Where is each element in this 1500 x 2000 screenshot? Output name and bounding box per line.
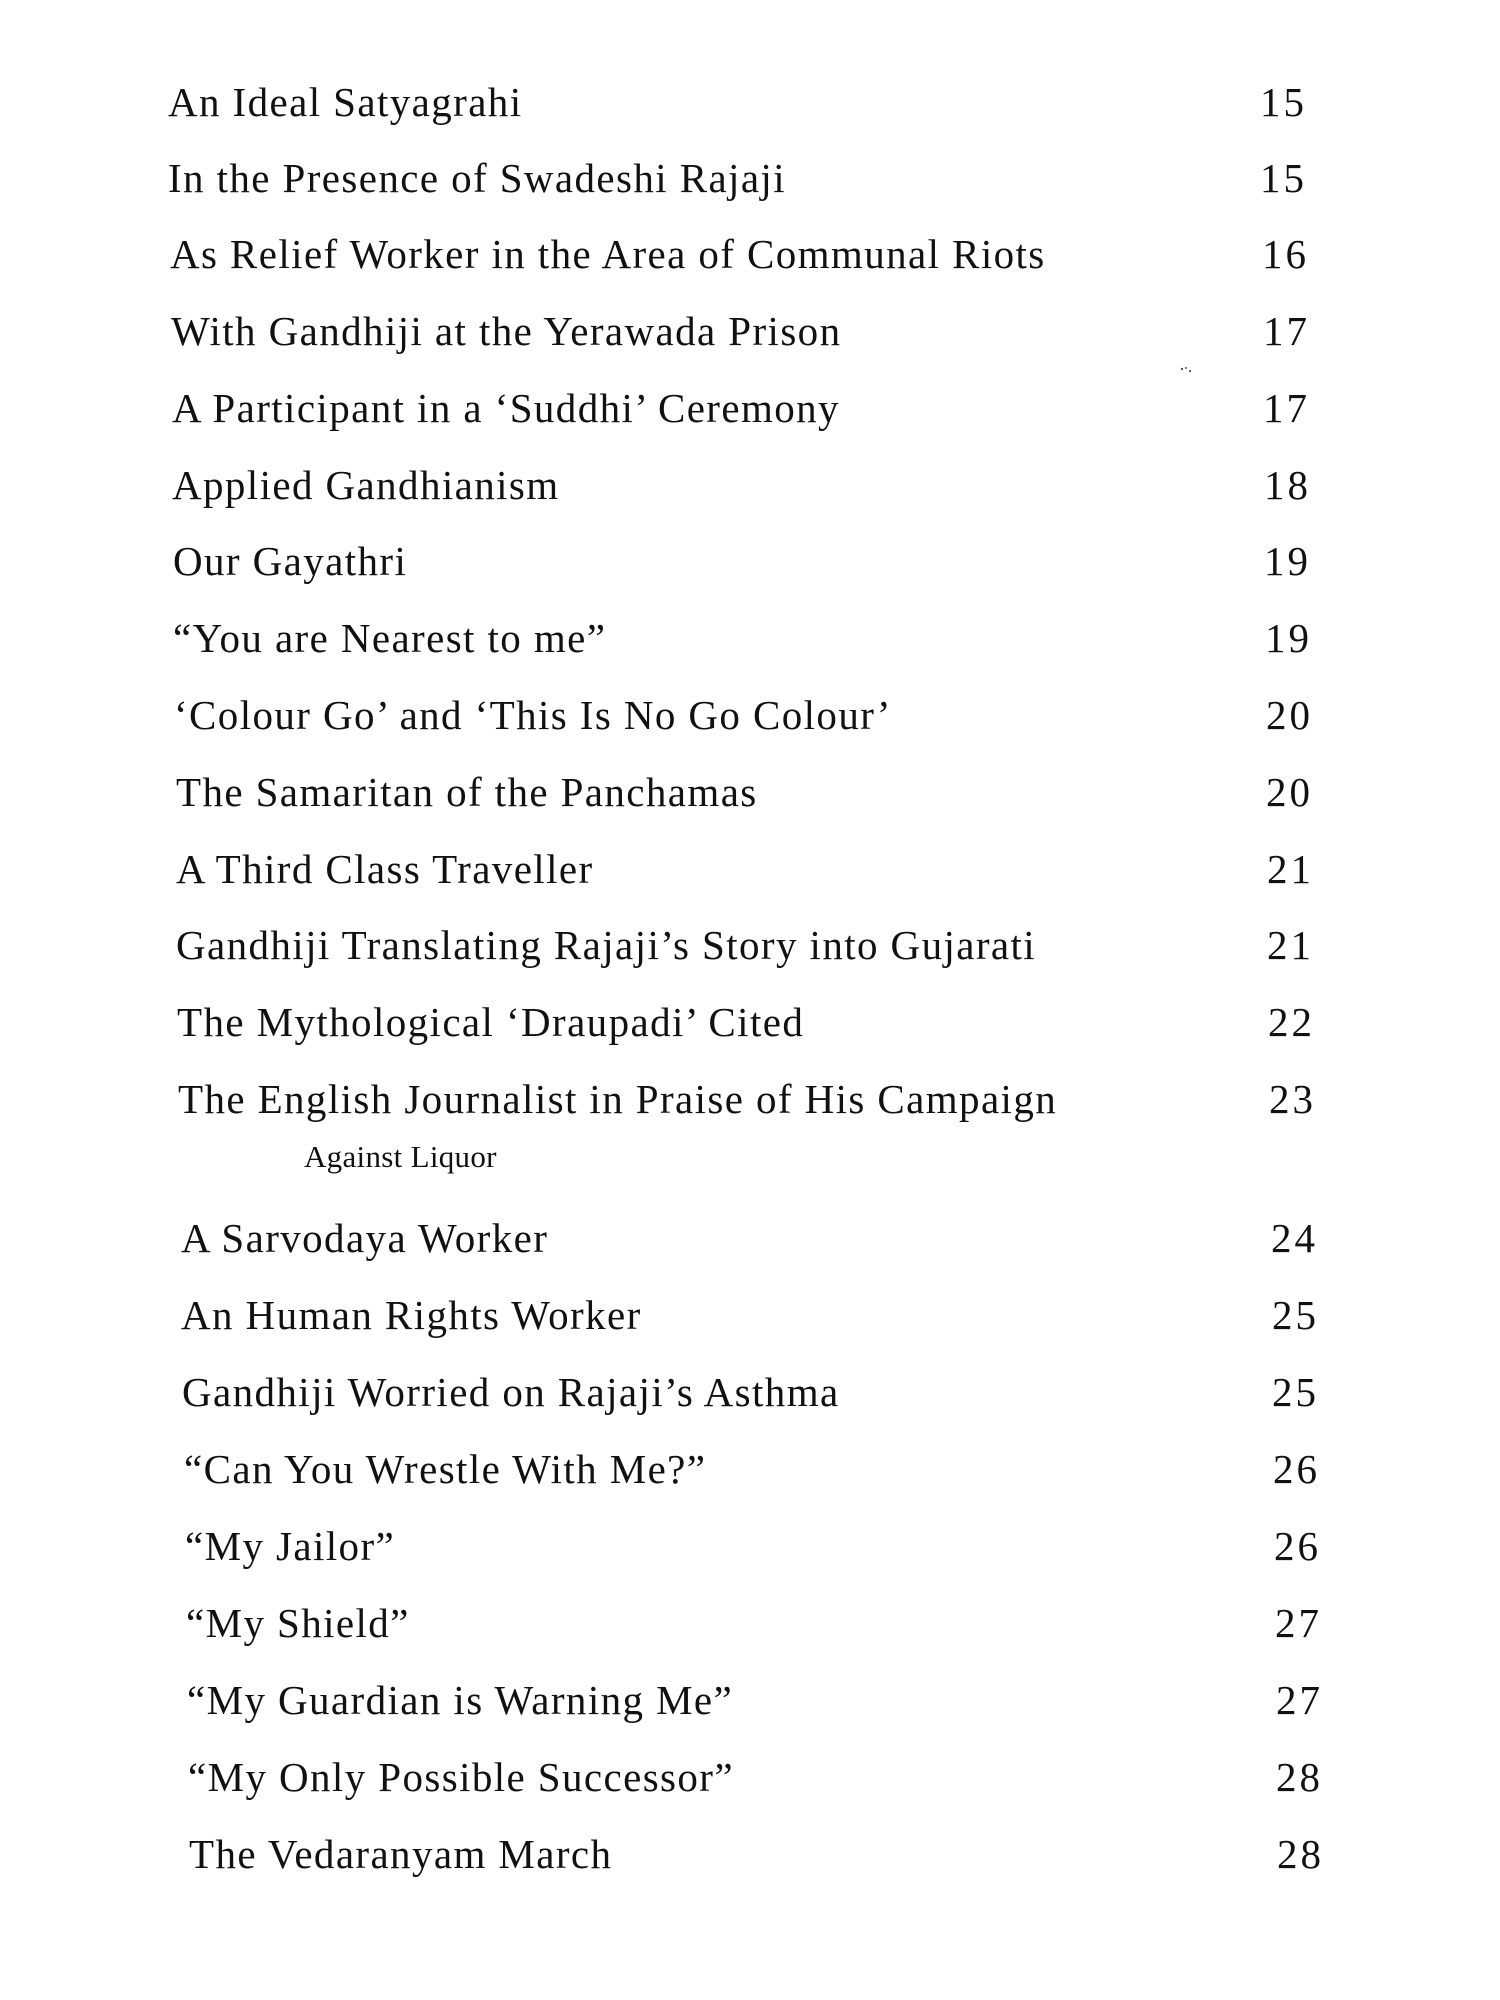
toc-entry-page: 21 bbox=[1267, 922, 1314, 968]
toc-entry-title: An Human Rights Worker bbox=[181, 1292, 642, 1338]
toc-entry bbox=[0, 1439, 1500, 1499]
toc-entry-page: 27 bbox=[1276, 1677, 1323, 1723]
toc-entry-title: “Can You Wrestle With Me?” bbox=[184, 1446, 707, 1492]
toc-entry-title: A Participant in a ‘Suddhi’ Ceremony bbox=[172, 385, 840, 431]
toc-entry bbox=[0, 1593, 1500, 1653]
toc-entry-page: 28 bbox=[1277, 1831, 1324, 1877]
toc-entry-page: 15 bbox=[1260, 155, 1307, 201]
toc-entry bbox=[0, 1362, 1500, 1422]
toc-entry bbox=[0, 839, 1500, 899]
toc-entry-page: 24 bbox=[1271, 1215, 1318, 1261]
toc-entry-title: Gandhiji Worried on Rajaji’s Asthma bbox=[182, 1369, 840, 1415]
toc-entry-page: 22 bbox=[1268, 999, 1315, 1045]
print-speck bbox=[1180, 366, 1194, 374]
toc-entry bbox=[0, 1285, 1500, 1345]
toc-entry-title: Applied Gandhianism bbox=[172, 462, 560, 508]
toc-entry bbox=[0, 1747, 1500, 1807]
toc-entry bbox=[0, 1208, 1500, 1268]
toc-entry-page: 25 bbox=[1272, 1292, 1319, 1338]
toc-entry-title: The English Journalist in Praise of His Campaign bbox=[178, 1076, 1058, 1122]
toc-entry-page: 20 bbox=[1266, 769, 1313, 815]
toc-entry bbox=[0, 301, 1500, 361]
toc-entry-title: As Relief Worker in the Area of Communal Riots bbox=[170, 231, 1046, 277]
toc-entry bbox=[0, 72, 1500, 132]
toc-entry bbox=[0, 762, 1500, 822]
toc-entry-page: 18 bbox=[1264, 462, 1311, 508]
toc-entry-page: 19 bbox=[1265, 615, 1312, 661]
toc-entry-page: 26 bbox=[1273, 1446, 1320, 1492]
toc-entry-title: Gandhiji Translating Rajaji’s Story into Gujarati bbox=[176, 922, 1037, 968]
toc-entry-title: “My Guardian is Warning Me” bbox=[187, 1677, 734, 1723]
toc-entry bbox=[0, 224, 1500, 284]
toc-entry-page: 20 bbox=[1266, 692, 1313, 738]
toc-entry-title: The Mythological ‘Draupadi’ Cited bbox=[177, 999, 805, 1045]
toc-entry bbox=[0, 531, 1500, 591]
toc-entry-page: 16 bbox=[1262, 231, 1309, 277]
toc-entry-title: An Ideal Satyagrahi bbox=[168, 79, 523, 125]
toc-entry-title: “My Only Possible Successor” bbox=[188, 1754, 734, 1800]
toc-entry-page: 17 bbox=[1263, 385, 1310, 431]
toc-entry bbox=[0, 1516, 1500, 1576]
toc-entry-title: Our Gayathri bbox=[173, 538, 408, 584]
toc-entry bbox=[0, 1670, 1500, 1730]
toc-entry bbox=[0, 915, 1500, 975]
toc-entry-title: With Gandhiji at the Yerawada Prison bbox=[171, 308, 842, 354]
toc-entry-multiline bbox=[0, 1069, 1500, 1174]
toc-entry-page: 21 bbox=[1267, 846, 1314, 892]
toc-entry-title: ‘Colour Go’ and ‘This Is No Go Colour’ bbox=[174, 692, 892, 738]
toc-entry-title: The Samaritan of the Panchamas bbox=[176, 769, 758, 815]
toc-entry-title: The Vedaranyam March bbox=[189, 1831, 613, 1877]
toc-entry bbox=[0, 455, 1500, 515]
toc-entry-page: 26 bbox=[1274, 1523, 1321, 1569]
toc-entry-page: 27 bbox=[1275, 1600, 1322, 1646]
toc-entry-page: 28 bbox=[1276, 1754, 1323, 1800]
toc-entry-page: 15 bbox=[1260, 79, 1307, 125]
toc-entry bbox=[0, 1824, 1500, 1884]
toc-entry bbox=[0, 378, 1500, 438]
toc-entry bbox=[0, 608, 1500, 668]
toc-entry-title: “My Shield” bbox=[186, 1600, 410, 1646]
toc-entry bbox=[0, 148, 1500, 208]
toc-entry-title: A Third Class Traveller bbox=[176, 846, 594, 892]
toc-entry bbox=[0, 992, 1500, 1052]
toc-entry-page: 19 bbox=[1264, 538, 1311, 584]
toc-entry-title: In the Presence of Swadeshi Rajaji bbox=[168, 155, 787, 201]
toc-entry-page: 25 bbox=[1272, 1369, 1319, 1415]
toc-entry-title-continuation: Against Liquor bbox=[304, 1139, 497, 1174]
toc-entry-page: 17 bbox=[1263, 308, 1310, 354]
toc-entry-title: “You are Nearest to me” bbox=[173, 615, 607, 661]
toc-entry-title: A Sarvodaya Worker bbox=[181, 1215, 549, 1261]
toc-entry bbox=[0, 685, 1500, 745]
toc-entry-page: 23 bbox=[1269, 1076, 1316, 1122]
toc-entry-title: “My Jailor” bbox=[185, 1523, 396, 1569]
